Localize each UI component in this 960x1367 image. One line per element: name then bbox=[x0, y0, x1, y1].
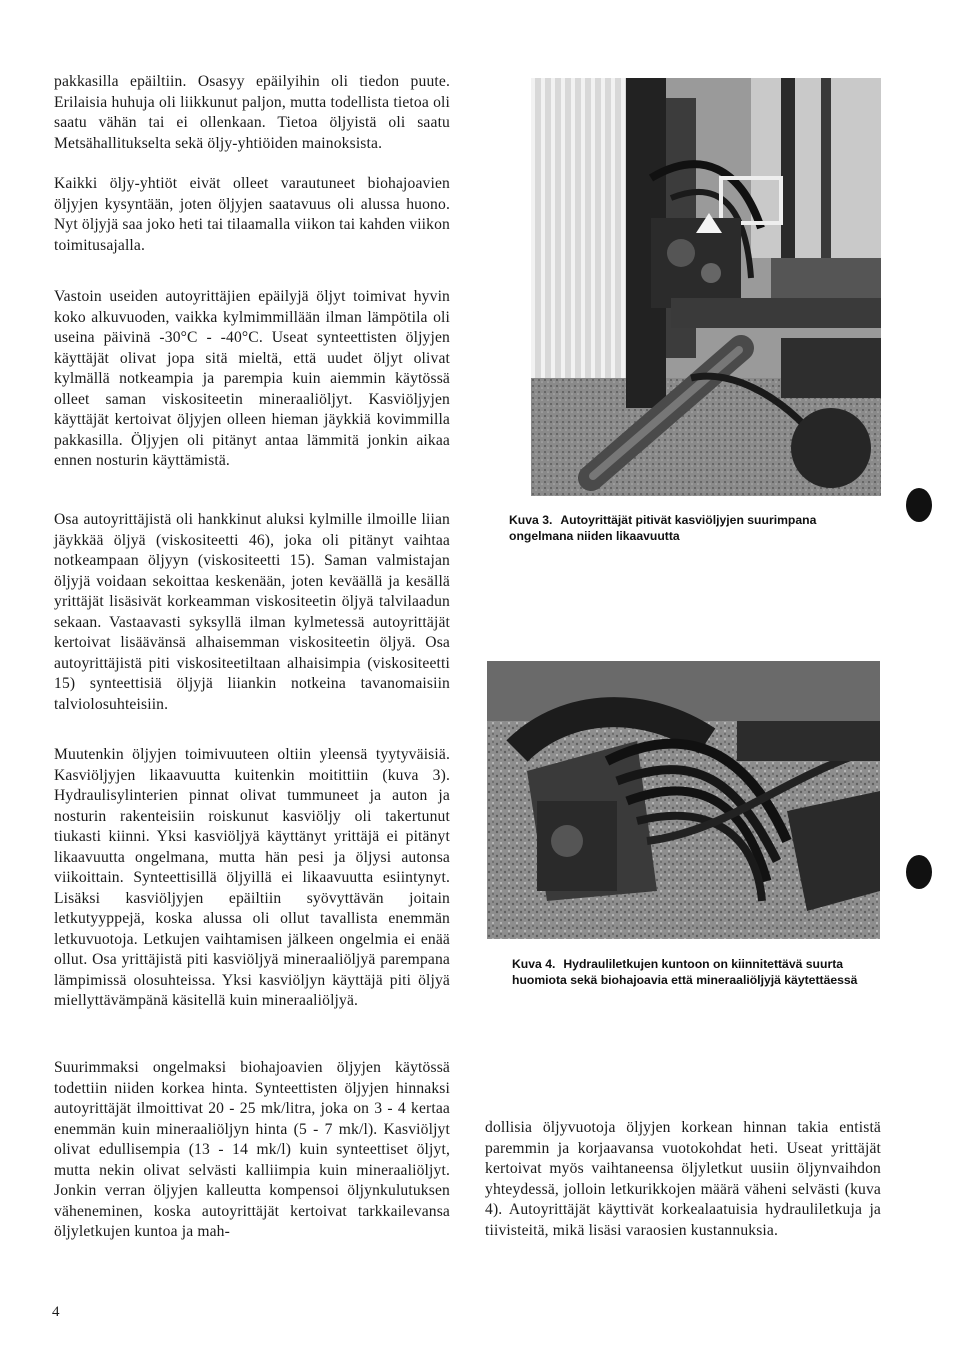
figure-4-caption bbox=[512, 956, 882, 988]
right-paragraph-1: dollisia öljyvuotoja öljyjen korkean hinnan takia entistä paremmin ja korjaavansa vuotokohdat heti. Useat yrittäjät kertoivat myös vaihtaneensa öljyletkut uusiin öljynvaihdon yhteydessä, jolloin letkurikkojen määrä väheni selvästi (kuva 4). Autoyrittäjät käyttivät korkealaatuisia hydrauliletkuja ja tiivisteitä, mikä lisäsi varaosien kustannuksia. bbox=[485, 1119, 881, 1239]
left-paragraph-3: Vastoin useiden autoyrittäjien epäilyjä öljyt toimivat hyvin koko alkuvuoden, vaikka kylmimmillään ilman lämpötila oli useina päivinä -30°C - -40°C. Useat synteettisten öljyjen käyttäjät olivat jopa sitä mieltä, että uudet öljyt olivat kylmällä notkeampia ja parempia kuin aiemmin käytössä olleet saman viskositeetin mineraaliöljyt. Kasviöljyjen käyttäjät kertoivat öljyjen olleen hieman jäykkiä kovimmilla pakkasilla. Öljyjen oli pitänyt antaa lämmitä jonkin aikaa ennen nosturin käyttämistä. bbox=[54, 288, 450, 469]
left-paragraph-1: pakkasilla epäiltiin. Osasyy epäilyihin oli tiedon puute. Erilaisia huhuja oli liikkunut paljon, mutta todellista tietoa oli saatu vähän tai ei ollenkaan. Tietoa öljyistä oli saatu Metsähallitukselta sekä öljy-yhtiöiden mainoksista. bbox=[54, 73, 450, 152]
page-number: 4 bbox=[52, 1304, 60, 1320]
figure-3-caption bbox=[509, 512, 881, 544]
figure-3-caption-text: Autoyrittäjät pitivät kasviöljyjen suurimpana ongelmana niiden likaavuutta bbox=[509, 513, 817, 543]
left-paragraph-6: Suurimmaksi ongelmaksi biohajoavien öljyjen käytössä todettiin niiden korkea hinta. Synteettisten öljyjen hinnaksi autoyrittäjät ilmoittivat 20 - 25 mk/litra, joka on 3 - 4 kertaa enemmän kuin mineraaliöljyn hinta (5 - 7 mk/l). Kasviöljyt olivat edullisempia (13 - 14 mk/l) kuin synteettiset öljyt, mutta nekin olivat selvästi kalliimpia kuin mineraaliöljyt. Jonkin verran öljyjen kalleutta kompensoi öljynkulutuksen väheneminen, koska autoyrittäjät kertoivat tarkkailevansa öljyletkujen kuntoa ja mah- bbox=[54, 1059, 450, 1240]
left-paragraph-2: Kaikki öljy-yhtiöt eivät olleet varautuneet biohajoavien öljyjen kysyntään, joten öljyjen saatavuus oli alussa huono. Nyt öljyjä saa joko heti tai tilaamalla viikon tai kahden viikon toimitusajalla. bbox=[54, 175, 450, 254]
figure-4-caption-text: Hydrauliletkujen kuntoon on kiinnitettävä suurta huomiota sekä biohajoavia että mineraaliöljyjä käytettäessä bbox=[512, 957, 858, 987]
figure-3-photo bbox=[531, 78, 881, 496]
figure-4-label: Kuva 4. bbox=[512, 957, 556, 971]
figure-3-label: Kuva 3. bbox=[509, 513, 553, 527]
margin-bullet-icon bbox=[906, 488, 932, 522]
left-paragraph-4: Osa autoyrittäjistä oli hankkinut aluksi kylmille ilmoille liian jäykkää öljyä (viskositeetti 46), joka oli pitänyt vaihtaa notkeampaan öljyyn (viskositeetti 15). Saman valmistajan öljyjä voidaan sekoittaa keskenään, joten keväällä ja kesällä yrittäjät lisäsivät korkeamman viskositeetin öljyä talvilaadun sekaan. Vastaavasti syksyllä ilman kylmetessä autoyrittäjät kertoivat lisäävänsä alhaisemman viskositeetin öljyä. Osa autoyrittäjistä piti viskositeetiltaan alhaisimpia (viskositeetti 15) synteettisiä öljyjä liiankin notkeina tavanomaisiin talviolosuhteisiin. bbox=[54, 511, 450, 713]
figure-4-photo bbox=[487, 661, 880, 939]
left-paragraph-5: Muutenkin öljyjen toimivuuteen oltiin yleensä tyytyväisiä. Kasviöljyjen likaavuutta kuitenkin moitittiin (kuva 3). Hydraulisylinterien pinnat olivat tummuneet ja auton ja nosturin rakenteisiin roiskunut kasviöljy oli takertunut tiukasti kiinni. Yksi kasviöljyä käyttänyt yrittäjä ei pitänyt likaavuutta ongelmana, mutta hän pesi ja öljysi autonsa viikoittain. Synteettisillä öljyillä ei likaavuutta esiintynyt. Lisäksi kasviöljyjen epäiltiin syövyttävän joitain letkutyyppejä, koska alussa oli ollut tavallista enemmän letkuvuotoja. Letkujen vaihtamisen jälkeen ongelmia ei enää ollut. Osa yrittäjistä piti kasviöljyä mineraaliöljyä parempana lämpimissä olosuhteissa. Yksi kasviöljyn käyttäjä piti öljyä miellyttävämpänä käsitellä kuin mineraaliöljyä. bbox=[54, 746, 450, 1009]
margin-bullet-icon bbox=[906, 855, 932, 889]
